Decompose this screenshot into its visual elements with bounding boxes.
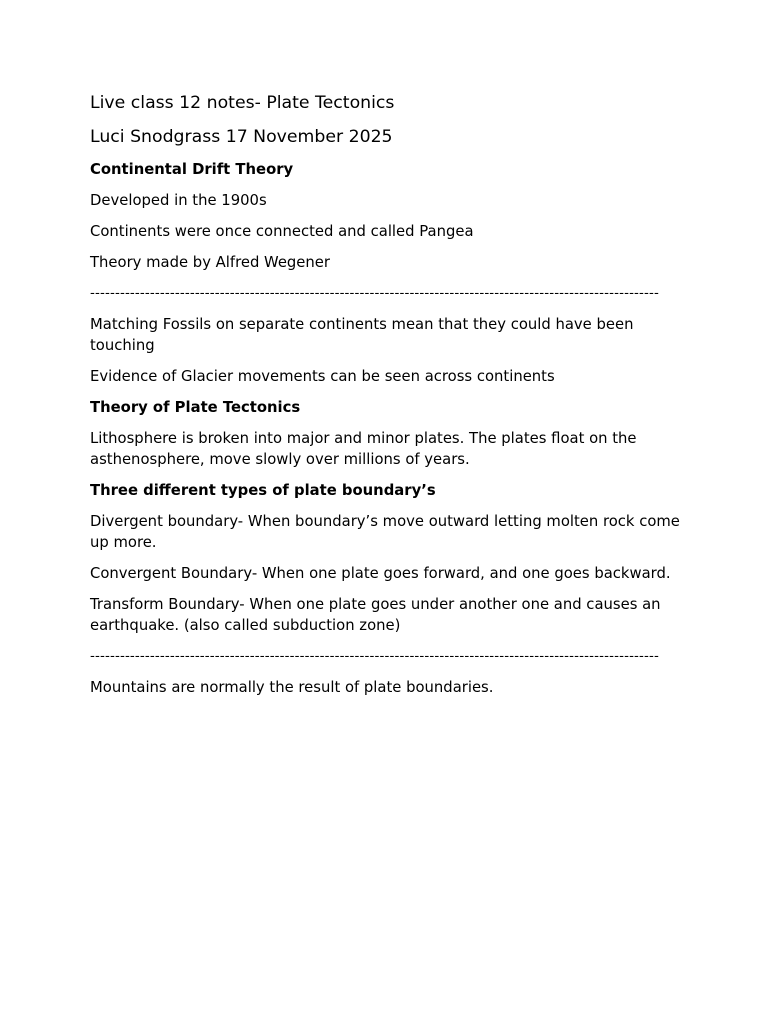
document-title: Live class 12 notes- Plate Tectonics xyxy=(90,93,395,113)
paragraph-divergent: Divergent boundary- When boundary’s move outward letting molten rock come up more. xyxy=(90,513,680,551)
paragraph-glaciers: Evidence of Glacier movements can be seen across continents xyxy=(90,368,555,385)
paragraph-lithosphere: Lithosphere is broken into major and minor plates. The plates float on the asthenosphere, move slowly over millions of years. xyxy=(90,430,637,468)
paragraph-fossils: Matching Fossils on separate continents mean that they could have been touching xyxy=(90,316,634,354)
dashed-divider: ------------------------------------------------------------------------------------------------------------------ xyxy=(90,285,660,301)
paragraph-pangea: Continents were once connected and called Pangea xyxy=(90,223,474,240)
paragraph-mountains: Mountains are normally the result of plate boundaries. xyxy=(90,679,494,696)
paragraph-transform: Transform Boundary- When one plate goes under another one and causes an earthquake. (also called subduction zone) xyxy=(90,596,661,634)
heading-boundary-types: Three different types of plate boundary’s xyxy=(90,482,436,499)
heading-continental-drift: Continental Drift Theory xyxy=(90,161,294,178)
paragraph-developed: Developed in the 1900s xyxy=(90,192,267,209)
paragraph-wegener: Theory made by Alfred Wegener xyxy=(90,254,330,271)
document-body xyxy=(90,91,680,708)
document-byline: Luci Snodgrass 17 November 2025 xyxy=(90,127,393,147)
heading-plate-tectonics: Theory of Plate Tectonics xyxy=(90,399,301,416)
paragraph-convergent: Convergent Boundary- When one plate goes forward, and one goes backward. xyxy=(90,565,671,582)
dashed-divider: ------------------------------------------------------------------------------------------------------------------ xyxy=(90,648,660,664)
